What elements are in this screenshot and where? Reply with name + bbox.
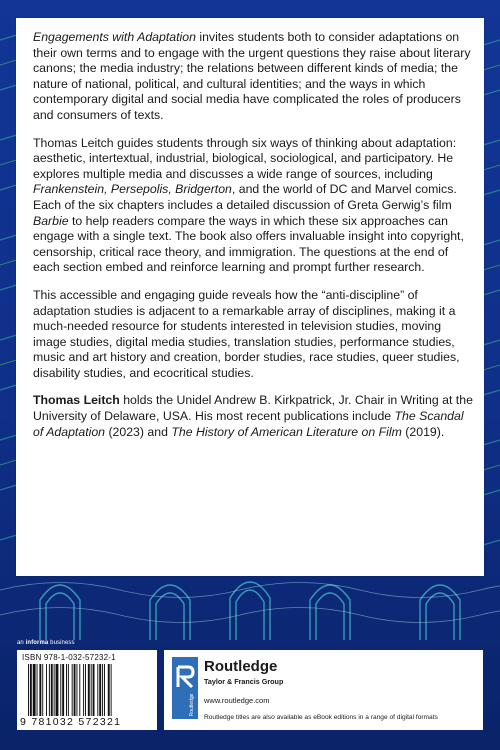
informa-business-tag bbox=[17, 640, 75, 646]
isbn-barcode-box bbox=[17, 650, 157, 730]
blurb-text-span: to help readers compare the ways in which these six approaches can engage with a single text. The book also offers invaluable insight into copyright, censorship, critical race theory, and immigration. The questions at the end of each section embed and reinforce learning and prompt further research. bbox=[33, 213, 464, 275]
publication-title-italic: The Scandal of Adaptation bbox=[33, 409, 464, 439]
publisher-name: Routledge bbox=[204, 658, 278, 675]
blurb-text-span: This accessible and engaging guide reveals how the “anti-discipline” of adaptation studies is adjacent to a remarkable array of disciplines, making it a much-needed resource for students interested in television studies, moving image studies, digital media studies, translation studies, performance studies, music and art history and creation, border studies, race studies, queer studies, disability studies, and ecocritical studies. bbox=[33, 287, 460, 380]
svg-text:Routledge: Routledge bbox=[189, 693, 195, 717]
author-bio-paragraph bbox=[33, 393, 473, 440]
routledge-logo-icon bbox=[172, 657, 198, 719]
ebook-note: Routledge titles are also available as eBook editions in a range of digital formats bbox=[204, 714, 438, 721]
publisher-box bbox=[164, 650, 483, 730]
publisher-website: www.routledge.com bbox=[204, 696, 270, 705]
blurb-paragraph-3 bbox=[33, 288, 473, 382]
back-cover-text-panel bbox=[16, 18, 484, 576]
blurb-text-span: , and the world of DC and Marvel comics. Each of the six chapters includes a detailed discussion of Greta Gerwig’s film bbox=[33, 182, 457, 212]
isbn-label: ISBN 978-1-032-57232-1 bbox=[22, 653, 116, 662]
blurb-text-span: invites students both to consider adaptations on their own terms and to engage with the urgent questions they raise about literary canons; the media industry; the relations between different kinds of media; the nature of national, political, and cultural identities; and the ways in which contemporary digital and social media have complicated the roles of producers and consumers of texts. bbox=[33, 30, 471, 122]
blurb-paragraph-1 bbox=[33, 30, 473, 124]
publisher-group: Taylor & Francis Group bbox=[204, 677, 284, 686]
author-name: Thomas Leitch bbox=[33, 393, 120, 408]
informa-brand: informa bbox=[25, 640, 49, 646]
book-title-italic: Engagements with Adaptation bbox=[33, 30, 196, 44]
barcode-icon bbox=[26, 664, 148, 716]
barcode-digits: 9 781032 572321 bbox=[20, 716, 122, 728]
informa-suffix: business bbox=[48, 640, 75, 646]
informa-prefix: an bbox=[17, 640, 26, 646]
bio-text-span: (2023) and bbox=[105, 424, 172, 439]
blurb-text bbox=[33, 30, 473, 452]
blurb-text-span: Thomas Leitch guides students through six ways of thinking about adaptation: aesthetic, intertextual, industrial, biological, sociological, and participatory. He explores multiple media and discusses a wide range of sources, including bbox=[33, 135, 457, 181]
publication-title-italic: The History of American Literature on Film bbox=[171, 424, 402, 439]
bio-text-span: (2019). bbox=[401, 424, 445, 439]
source-titles-italic: Frankenstein, Persepolis, Bridgerton bbox=[33, 182, 232, 197]
bio-text-span: holds the Unidel Andrew B. Kirkpatrick, Jr. Chair in Writing at the University of Delaware, USA. His most recent publications include bbox=[33, 393, 473, 424]
blurb-paragraph-2 bbox=[33, 136, 473, 276]
film-title-italic: Barbie bbox=[33, 213, 69, 228]
